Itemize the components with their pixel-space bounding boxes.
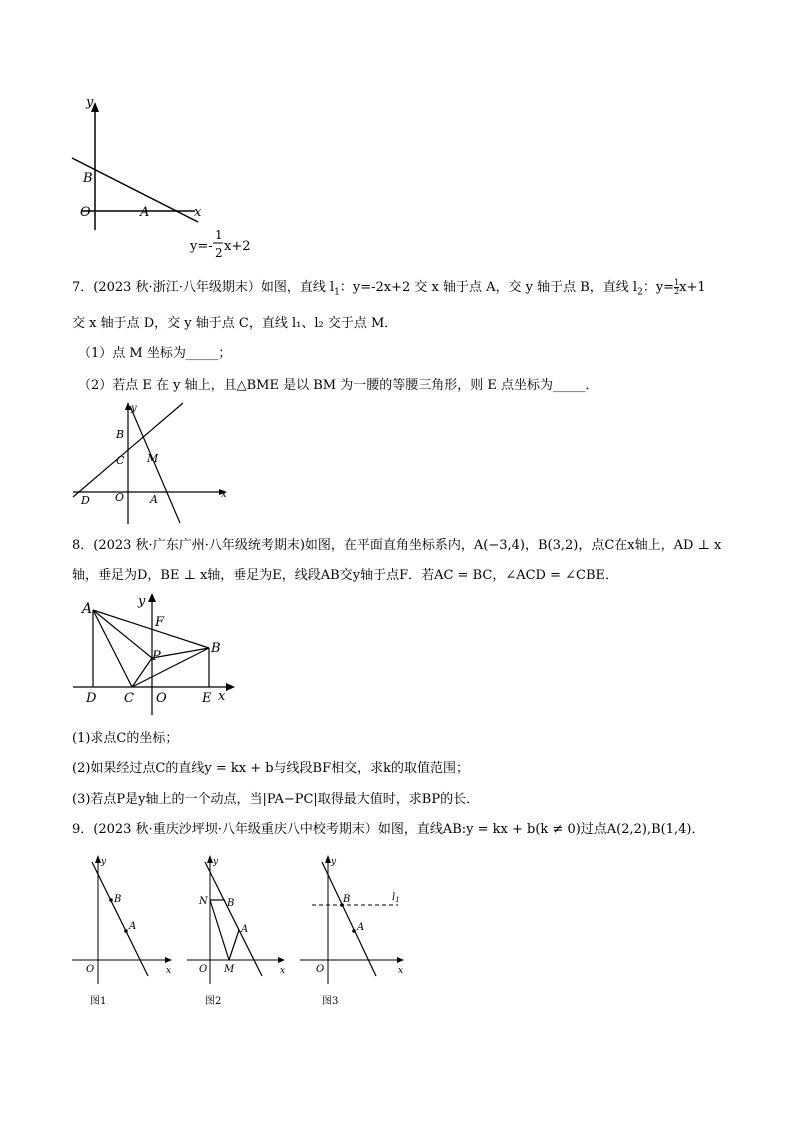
label-x: x — [280, 966, 286, 976]
label-y: y — [131, 403, 137, 414]
label-B: B — [114, 894, 122, 905]
q8-part2: (2)如果经过点C的直线y = kx + b与线段BF相交，求k的取值范围； — [72, 761, 470, 776]
label-x: x — [218, 689, 226, 704]
equation-suffix: x+2 — [224, 239, 251, 254]
label-N: N — [199, 896, 208, 907]
x-axis-arrow — [226, 683, 235, 691]
figure-q9-1 — [70, 852, 180, 1012]
x-axis-arrow — [278, 957, 285, 963]
x-axis-arrow — [165, 957, 172, 963]
line-AB — [205, 862, 262, 976]
q7-text-d: x+1 — [679, 280, 706, 295]
label-B: B — [227, 898, 235, 909]
q8-line2: 轴，垂足为D，BE ⊥ x轴，垂足为E，线段AB交y轴于点F．若AC = BC，∠ACD = ∠CBE． — [72, 568, 619, 583]
label-A: A — [357, 922, 365, 933]
q8-part3: (3)若点P是y轴上的一个动点，当|PA−PC|取得最大值时，求BP的长． — [72, 792, 480, 807]
point-B — [109, 898, 113, 902]
label-y: y — [213, 857, 219, 867]
segment-AB — [93, 610, 209, 648]
equation-numerator: 1 — [215, 228, 223, 242]
label-A: A — [241, 924, 249, 935]
q7-text-b: ：y=-2x+2 交 x 轴于点 A，交 y 轴于点 B，直线 l — [339, 280, 638, 295]
label-O: O — [115, 491, 125, 504]
label-A: A — [82, 601, 93, 617]
label-O: O — [199, 964, 208, 975]
equation-denominator: 2 — [215, 246, 223, 260]
label-O: O — [86, 964, 95, 975]
label-C: C — [124, 691, 134, 706]
label-x: x — [194, 205, 202, 220]
label-B: B — [343, 894, 351, 905]
point-A — [124, 929, 128, 933]
label-M: M — [147, 452, 159, 465]
caption-fig3: 图3 — [322, 996, 339, 1007]
label-l1-main: l — [392, 892, 396, 903]
q8-line1: 8．(2023 秋·广东广州·八年级统考期末)如图，在平面直角坐标系内，A(−3,4)，B(3,2)，点C在x轴上，AD ⊥ x — [72, 538, 722, 553]
label-O: O — [80, 205, 91, 220]
x-axis-arrow — [397, 957, 404, 963]
label-y: y — [138, 594, 146, 609]
equation-label — [189, 228, 251, 260]
label-O: O — [316, 964, 325, 975]
q7-sub1: 1 — [334, 287, 340, 298]
label-F: F — [155, 615, 165, 630]
segment-AC — [93, 610, 132, 687]
label-O: O — [156, 691, 167, 706]
caption-fig1: 图1 — [90, 996, 107, 1007]
label-E: E — [202, 691, 212, 706]
q9-line1: 9．(2023 秋·重庆沙坪坝·八年级重庆八中校考期末）如图，直线AB:y = kx + b(k ≠ 0)过点A(2,2),B(1,4)． — [72, 822, 705, 837]
label-B: B — [211, 641, 221, 656]
segment-PC — [132, 658, 152, 687]
q7-text-c: ：y= — [642, 280, 675, 295]
label-M: M — [224, 964, 235, 975]
q7-line1 — [72, 279, 706, 302]
q7-text-a: 7．(2023 秋·浙江·八年级期末）如图，直线 l — [72, 280, 335, 295]
label-A: A — [140, 205, 150, 220]
segment-AP — [93, 610, 152, 658]
label-y: y — [101, 857, 107, 867]
figure-q8 — [68, 590, 243, 720]
q7-part1: （1）点 M 坐标为_____； — [78, 346, 232, 361]
q7-line2: 交 x 轴于点 D，交 y 轴于点 C，直线 l₁、l₂ 交于点 M． — [72, 316, 398, 331]
line-y-eq — [72, 158, 198, 222]
caption-fig2: 图2 — [205, 996, 222, 1007]
label-P: P — [152, 649, 161, 664]
segment-MA — [229, 930, 239, 960]
line-AB — [92, 862, 148, 976]
label-y: y — [86, 95, 94, 110]
label-l1 — [392, 892, 400, 904]
label-A: A — [129, 921, 137, 932]
label-D: D — [86, 691, 97, 706]
label-C: C — [116, 454, 125, 467]
q7-frac-num: 1 — [674, 278, 680, 287]
label-l1-sub: 1 — [395, 896, 400, 904]
q7-sub2: 2 — [637, 287, 643, 298]
line-AB — [322, 862, 376, 976]
figure-q9-3 — [298, 852, 413, 1012]
label-x: x — [166, 966, 172, 976]
point-A — [352, 929, 356, 933]
segment-BC — [132, 648, 209, 687]
label-B: B — [116, 428, 125, 441]
label-B: B — [83, 171, 93, 186]
figure-q9-2 — [185, 852, 295, 1012]
segment-NM — [210, 900, 229, 960]
q7-part2: （2）若点 E 在 y 轴上，且△BME 是以 BM 为一腰的等腰三角形，则 E 点坐标为_____． — [78, 378, 599, 393]
y-axis-arrow — [148, 593, 156, 602]
label-A: A — [150, 493, 158, 506]
q8-part1: (1)求点C的坐标； — [72, 731, 179, 746]
label-y: y — [331, 857, 337, 867]
label-x: x — [398, 966, 404, 976]
equation-prefix: y=- — [190, 239, 213, 254]
q7-frac-den: 2 — [674, 287, 680, 296]
figure-q6 — [60, 90, 260, 265]
label-x: x — [221, 489, 227, 500]
label-D: D — [81, 494, 90, 507]
figure-q7 — [65, 398, 235, 528]
